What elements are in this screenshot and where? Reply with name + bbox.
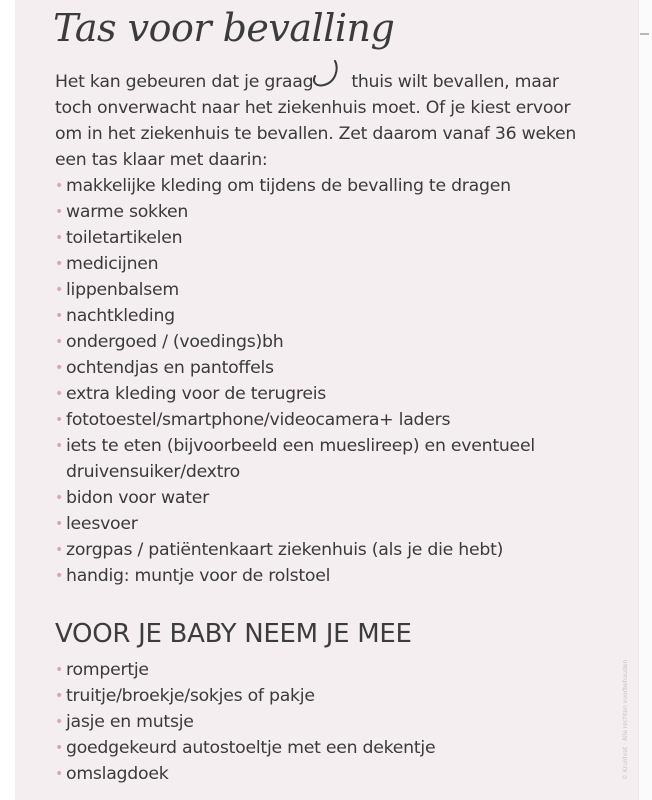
bullet-icon: • (55, 714, 64, 730)
bullet-icon: • (55, 256, 64, 272)
bullet-icon: • (55, 308, 64, 324)
list-item (55, 303, 652, 329)
list-item (55, 511, 652, 537)
bullet-icon: • (55, 282, 64, 298)
list-item (55, 381, 652, 407)
list-item-text: goedgekeurd autostoeltje met een dekentje (66, 738, 436, 758)
list-item (55, 173, 652, 199)
list-item (55, 433, 652, 485)
baby-items-list (55, 657, 435, 787)
bullet-icon: • (55, 204, 64, 220)
list-item-text: iets te eten (bijvoorbeeld een mueslireep) en eventueel druivensuiker/dextro (66, 436, 535, 482)
bullet-icon: • (55, 516, 64, 532)
list-item (55, 563, 652, 589)
list-item-text: handig: muntje voor de rolstoel (66, 566, 331, 586)
bullet-icon: • (55, 178, 64, 194)
bullet-icon: • (55, 334, 64, 350)
list-item (55, 709, 435, 735)
bullet-icon: • (55, 386, 64, 402)
list-item-text: bidon voor water (66, 488, 209, 508)
list-item-text: fototoestel/smartphone/videocamera+ laders (66, 410, 451, 430)
list-item-text: medicijnen (66, 254, 159, 274)
page-title: Tas voor bevalling (53, 6, 395, 50)
intro-text-part2: thuis wilt bevallen, maar toch onverwacht naar het ziekenhuis moet. Of je kiest ervoor om in het ziekenhuis te bevallen. Zet daarom vanaf 36 weken een tas klaar met daarin: (55, 72, 577, 170)
bullet-icon: • (55, 230, 64, 246)
bullet-icon: • (55, 542, 64, 558)
list-item (55, 225, 652, 251)
bullet-icon: • (55, 662, 64, 678)
bullet-icon: • (55, 412, 64, 428)
list-item (55, 761, 435, 787)
side-credit: © Kruidvat · Alle rechten voorbehouden (622, 659, 629, 780)
bullet-icon: • (55, 490, 64, 506)
bullet-icon: • (55, 766, 64, 782)
list-item (55, 407, 652, 433)
list-item-text: ondergoed / (voedings)bh (66, 332, 284, 352)
list-item (55, 355, 652, 381)
list-item (55, 485, 652, 511)
list-item-text: extra kleding voor de terugreis (66, 384, 327, 404)
list-item-text: jasje en mutsje (66, 712, 194, 732)
list-item-text: truitje/broekje/sokjes of pakje (66, 686, 315, 706)
list-item-text: rompertje (66, 660, 149, 680)
intro-text-part1: Het kan gebeuren dat je graag (55, 72, 314, 92)
hospital-bag-list (55, 173, 652, 589)
bullet-icon: • (55, 740, 64, 756)
bullet-icon: • (55, 438, 64, 454)
bullet-icon: • (55, 688, 64, 704)
baby-section-heading: VOOR JE BABY NEEM JE MEE (55, 619, 412, 649)
list-item-text: zorgpas / patiëntenkaart ziekenhuis (als je die hebt) (66, 540, 504, 560)
list-item (55, 683, 435, 709)
list-item (55, 329, 652, 355)
intro-paragraph (55, 69, 600, 173)
list-item-text: makkelijke kleding om tijdens de bevalling te dragen (66, 176, 511, 196)
list-item-text: ochtendjas en pantoffels (66, 358, 274, 378)
list-item (55, 735, 435, 761)
bullet-icon: • (55, 360, 64, 376)
list-item (55, 537, 652, 563)
scroll-indicator (640, 33, 649, 35)
bullet-icon: • (55, 568, 64, 584)
list-item-text: warme sokken (66, 202, 189, 222)
list-item (55, 277, 652, 303)
list-item-text: lippenbalsem (66, 280, 179, 300)
list-item-text: omslagdoek (66, 764, 169, 784)
list-item-text: leesvoer (66, 514, 138, 534)
list-item (55, 657, 435, 683)
list-item (55, 199, 652, 225)
list-item-text: toiletartikelen (66, 228, 183, 248)
list-item-text: nachtkleding (66, 306, 175, 326)
list-item (55, 251, 652, 277)
